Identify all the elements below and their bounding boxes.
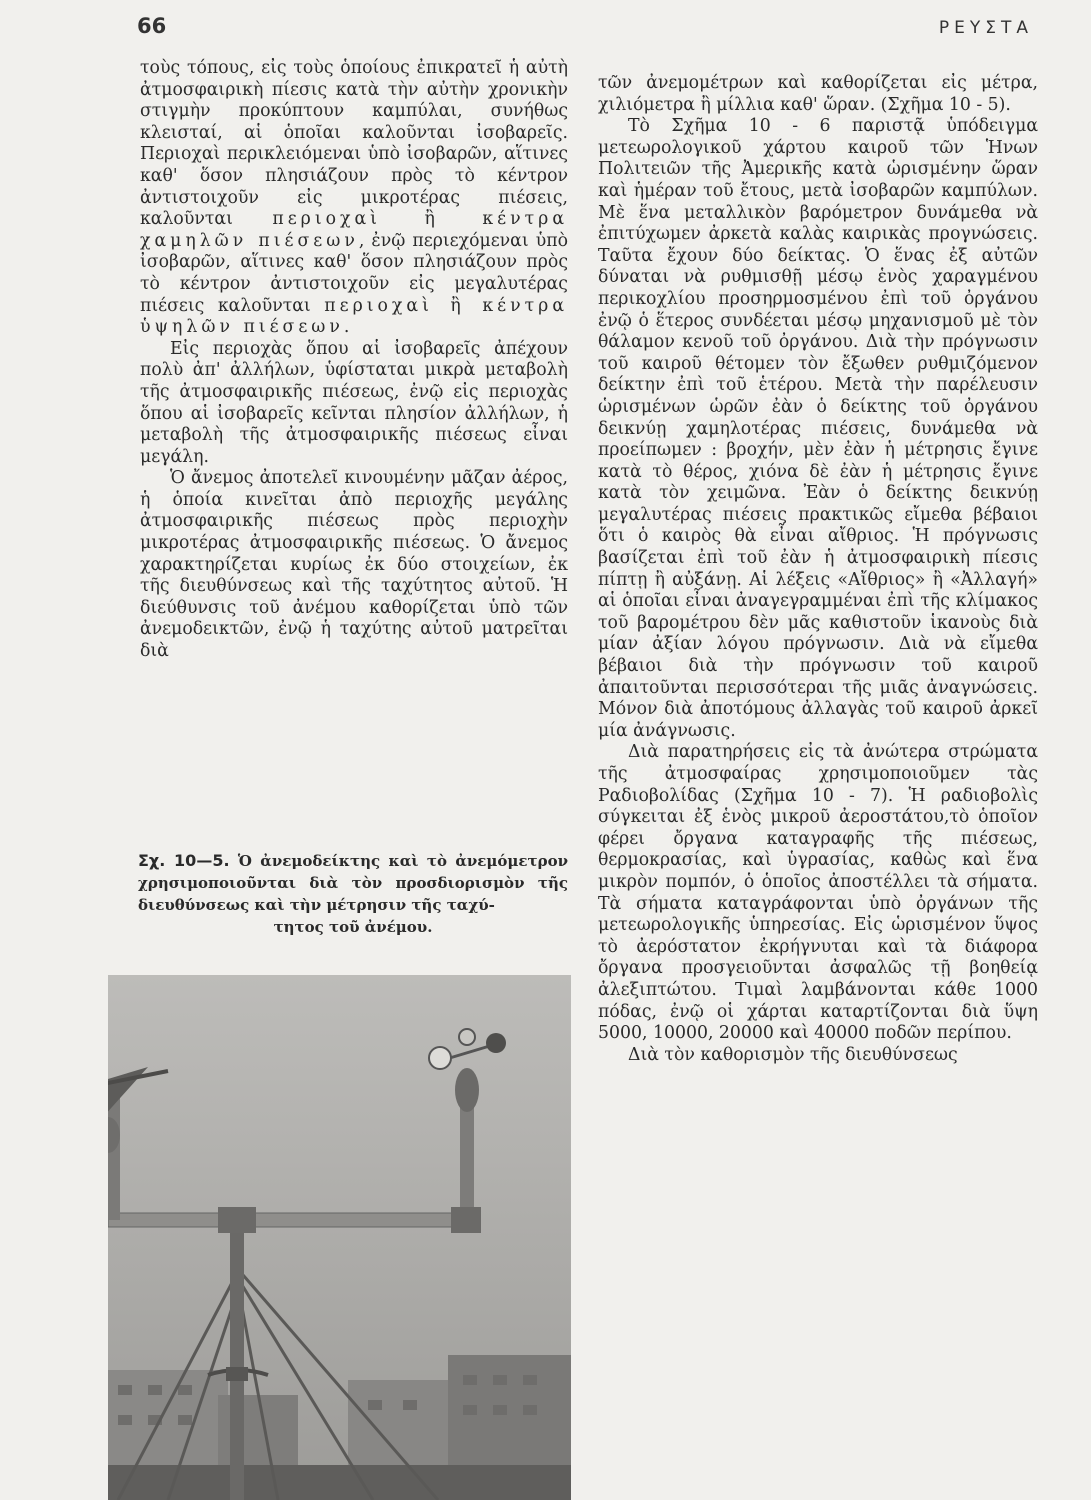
page-number: 66 (137, 14, 167, 38)
figure-label: Σχ. 10—5. (138, 851, 230, 870)
paragraph-text: τοὺς τόπους, εἰς τοὺς ὁποίους ἐπικρατεῖ ἡ αὐτὴ ἀτμοσφαιρικὴ πίεσις κατὰ τὴν αὐτὴν χρονικὴν στιγμὴν προκύπτουν καμπύλαι, συνήθως κλεισταί, αἱ ὁποῖαι καλοῦνται ἰσοβαρεῖς. Περιοχαὶ περικλειόμεναι ὑπὸ ἰσοβαρῶν, αἵτινες καθ' ὅσον πλησιάζουν πρὸς τὸ κέντρον ἀντιστοιχοῦν εἰς μικροτέρας πιέσεις, καλοῦνται (140, 58, 568, 230)
paragraph-text: . (343, 317, 350, 338)
paragraph: Ὁ ἄνεμος ἀποτελεῖ κινουμένην μᾶζαν ἀέρος, ἡ ὁποία κινεῖται ἀπὸ περιοχῆς μεγάλης ἀτμοσφαιρικῆς πιέσεως πρὸς περιοχὴν μικροτέρας ἀτμοσφαιρικῆς πιέσεως. Ὁ ἄνεμος χαρακτηρίζεται κυρίως ἐκ δύο στοιχείων, ἐκ τῆς διευθύνσεως καὶ τῆς ταχύτητος αὐτοῦ. Ἡ διεύθυνσις τοῦ ἀνέμου καθορίζεται ὑπὸ τῶν ἀνεμοδεικτῶν, ἐνῷ ἡ ταχύτης αὐτοῦ ματρεῖται διὰ (140, 468, 568, 662)
paragraph: τῶν ἀνεμομέτρων καὶ καθορίζεται εἰς μέτρα, χιλιόμετρα ἢ μίλλια καθ' ὥραν. (Σχῆμα 10 - 5). (598, 73, 1038, 115)
paragraph: Διὰ τὸν καθορισμὸν τῆς διευθύνσεως (628, 1044, 958, 1065)
paragraph: Εἰς περιοχὰς ὅπου αἱ ἰσοβαρεῖς ἀπέχουν πολὺ ἀπ' ἀλλήλων, ὑφίσταται μικρὰ μεταβολὴ τῆς ἀτμοσφαιρικῆς πιέσεως, ἐνῷ εἰς περιοχὰς ὅπου αἱ ἰσοβαρεῖς κεῖνται πλησίον ἀλλήλων, ἡ μεταβολὴ τῆς ἀτμοσφαιρικῆς πιέσεως εἶναι μεγάλη. (140, 338, 568, 467)
paragraph (140, 58, 568, 339)
anemometer-photo (108, 975, 571, 1500)
left-column (140, 58, 568, 663)
anemometer-illustration (108, 975, 571, 1500)
spaced-term: περιοχαὶ ἢ κέντρα ὑψηλῶν πιέσεων (140, 295, 568, 338)
figure-caption (138, 850, 568, 938)
right-column (598, 73, 1038, 1066)
caption-text: Ὁ ἀνεμοδείκτης καὶ τὸ ἀνεμόμετρον χρησιμοποιοῦνται διὰ τὸν προσδιορισμὸν τῆς διευθύνσεως καὶ τὴν μέτρησιν τῆς ταχύ- (138, 852, 568, 914)
paragraph: Τὸ Σχῆμα 10 - 6 παριστᾷ ὑπόδειγμα μετεωρολογικοῦ χάρτου καιροῦ τῶν Ἡνων Πολιτειῶν τῆς Ἀμερικῆς κατὰ ὡρισμένην ὥραν καὶ ἡμέραν τοῦ ἔτους, μετὰ ἰσοβαρῶν καμπύλων. Μὲ ἕνα μεταλλικὸν βαρόμετρον δυνάμεθα νὰ ἐπιτύχωμεν ἀρκετὰ καλὰς καιρικὰς προγνώσεις. Ταῦτα ἔχουν δύο δείκτας. Ὁ ἕνας ἐξ αὐτῶν δύναται νὰ ρυθμισθῇ μέσῳ ἑνὸς χαραγμένου περικοχλίου προσηρμοσμένου ἐπὶ τοῦ ὀργάνου ἐνῷ ὁ ἕτερος συνδέεται μέσῳ μηχανισμοῦ μὲ τὸν θάλαμον κενοῦ τοῦ ὀργάνου. Διὰ τὴν πρόγνωσιν τοῦ καιροῦ θέτομεν τὸν ἔξωθεν ρυθμιζόμενον δείκτην ἐπὶ τοῦ ἑτέρου. Μετὰ τὴν παρέλευσιν ὡρισμένων ὡρῶν ἐὰν ὁ δείκτης τοῦ ὀργάνου δεικνύῃ χαμηλοτέρας πιέσεις, δυνάμεθα νὰ προείπωμεν : βροχήν, μὲν ἐὰν ἡ μέτρησις ἔγινε κατὰ τὸ θέρος, χιόνα δὲ ἐὰν ἡ μέτρησις ἔγινε κατὰ τὸν χειμῶνα. Ἐὰν ὁ δείκτης δεικνύῃ μεγαλυτέρας πιέσεις πρακτικῶς εἴμεθα βέβαιοι ὅτι ὁ καιρὸς θὰ εἶναι αἴθριος. Ἡ πρόγνωσις βασίζεται ἐπὶ τοῦ ἐὰν ἡ ἀτμοσφαιρικὴ πίεσις πίπτῃ ἢ αὐξάνῃ. Αἱ λέξεις «Αἴθριος» ἢ «Ἀλλαγή» αἱ ὁποῖαι εἶναι ἀναγεγραμμέναι ἐπὶ τῆς κλίμακος τοῦ βαρομέτρου δὲν μᾶς καθιστοῦν ἱκανοὺς διὰ μίαν ἀξίαν λόγου πρόγνωσιν. Διὰ νὰ εἴμεθα βέβαιοι διὰ τὴν πρόγνωσιν τοῦ καιροῦ ἀπαιτοῦνται περισσότεραι τῆς μιᾶς ἀναγνώσεις. Μόνον διὰ ἀποτόμους ἀλλαγὰς τοῦ καιροῦ ἀρκεῖ μία ἀνάγνωσις. (598, 116, 1038, 741)
running-title: ΡΕΥΣΤΑ (938, 18, 1033, 38)
spaced-term: περιοχαὶ ἢ κέντρα χαμηλῶν πιέσεων (140, 209, 568, 251)
paragraph: Διὰ παρατηρήσεις εἰς τὰ ἀνώτερα στρώματα τῆς ἀτμοσφαίρας χρησιμοποιοῦμεν τὰς Ραδιοβολίδας (Σχῆμα 10 - 7). Ἡ ραδιοβολὶς σύγκειται ἐξ ἑνὸς μικροῦ ἀεροστάτου,τὸ ὁποῖον φέρει ὄργανα καταγραφῆς τῆς πιέσεως, θερμοκρασίας, καὶ ὑγρασίας, καθὼς καὶ ἕνα μικρὸν πομπόν, ὁ ὁποῖος ἀποστέλλει τὰ σήματα. Τὰ σήματα καταγράφονται ὑπὸ ὀργάνων τῆς μετεωρολογικῆς ὑπηρεσίας. Εἰς ὡρισμένον ὕψος τὸ ἀερόστατον ἐκρήγνυται καὶ τὰ διάφορα ὄργανα προσγειοῦνται ἀσφαλῶς τῇ βοηθείᾳ ἀλεξιπτώτου. Τιμαὶ λαμβάνονται κάθε 1000 πόδας, ἐνῷ οἱ χάρται καταρτίζονται διὰ ὕψη 5000, 10000, 20000 καὶ 40000 ποδῶν περίπου. (598, 742, 1038, 1044)
caption-text-end: τητος τοῦ ἀνέμου. (273, 918, 433, 936)
paragraph-text: , ἐνῷ περιεχόμεναι ὑπὸ ἰσοβαρῶν, αἵτινες καθ' ὅσον πλησιάζουν πρὸς τὸ κέντρον ἀντιστοιχοῦν εἰς μεγαλυτέρας πιέσεις καλοῦνται (140, 230, 569, 316)
